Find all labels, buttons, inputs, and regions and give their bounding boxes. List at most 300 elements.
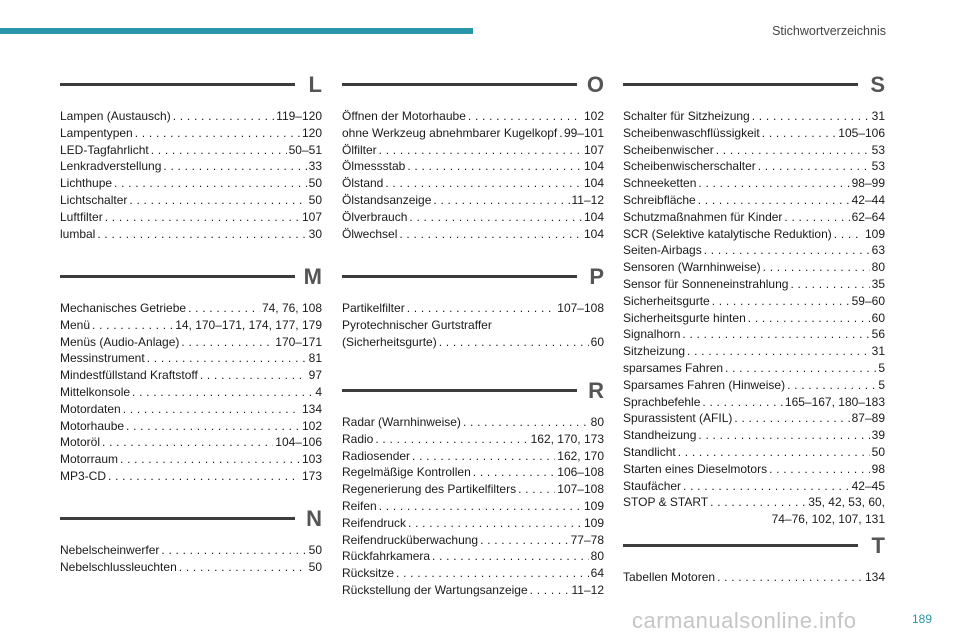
dot-leader	[463, 414, 589, 431]
dot-leader	[763, 259, 870, 276]
entry-term: Schalter für Sitzheizung	[623, 109, 750, 123]
entry-term: Regelmäßige Kontrollen	[342, 465, 471, 480]
section-rule	[623, 83, 858, 86]
index-entry[interactable]	[623, 175, 885, 192]
index-entry[interactable]	[60, 401, 322, 418]
dot-leader	[769, 461, 870, 478]
index-entry[interactable]	[623, 142, 885, 159]
entry-term: LED-Tagfahrlicht	[60, 142, 149, 157]
dot-leader	[698, 175, 849, 192]
section-letter: L	[308, 72, 322, 97]
section-header	[342, 378, 604, 414]
entry-term: Lampen (Austausch)	[60, 109, 171, 123]
section-letter: N	[306, 506, 322, 531]
dot-leader	[114, 175, 307, 192]
entry-term: Scheibenwischerschalter	[623, 159, 756, 174]
entry-term: Spurassistent (AFIL)	[623, 411, 733, 426]
dot-leader	[518, 481, 555, 498]
entry-term: Sitzheizung	[623, 344, 686, 359]
section-letter: M	[303, 264, 322, 289]
entry-pages: 107–108	[557, 301, 604, 315]
index-entry[interactable]	[623, 108, 885, 125]
section-header	[60, 264, 322, 300]
dot-leader	[147, 350, 307, 367]
section-header	[60, 506, 322, 542]
entry-term: Radar (Warnhinweise)	[342, 415, 461, 429]
entry-pages: 35	[871, 276, 885, 291]
section-rule	[60, 517, 295, 520]
entry-term: Sicherheitsgurte hinten	[623, 310, 746, 325]
dot-leader	[432, 548, 589, 565]
entry-term: Reifendrucküberwachung	[342, 532, 479, 547]
entry-term: Ölmessstab	[342, 159, 406, 174]
index-entry[interactable]	[60, 158, 322, 175]
index-entry[interactable]	[342, 300, 604, 317]
dot-leader	[748, 310, 870, 327]
entry-term: (Sicherheitsgurte)	[342, 334, 437, 349]
index-entry[interactable]	[342, 108, 604, 125]
entry-term: Messinstrument	[60, 351, 145, 366]
dot-leader	[409, 209, 582, 226]
index-entry[interactable]	[342, 498, 604, 515]
entry-term: Sparsames Fahren (Hinweise)	[623, 377, 786, 392]
index-section-n	[60, 506, 322, 576]
entry-pages: 31	[871, 344, 885, 359]
index-entry[interactable]	[60, 300, 322, 317]
entry-pages: 109	[583, 498, 604, 513]
entry-term: Nebelschlussleuchten	[60, 559, 177, 574]
entry-pages: 35, 42, 53, 60,	[808, 495, 885, 510]
index-entry[interactable]	[342, 431, 604, 448]
entry-term: Mechanisches Getriebe	[60, 301, 187, 315]
entry-term: Tabellen Motoren	[623, 570, 716, 584]
entry-term: Reifen	[342, 498, 377, 513]
entry-term: ohne Werkzeug abnehmbarer Kugelkopf	[342, 125, 558, 140]
entry-pages: 119–120	[276, 109, 322, 123]
dot-leader	[385, 175, 582, 192]
entry-term: Rückstellung der Wartungsanzeige	[342, 582, 528, 597]
entry-term: Rücksitze	[342, 566, 395, 581]
dot-leader	[105, 209, 300, 226]
entry-pages: 107	[301, 209, 322, 224]
index-entry[interactable]	[60, 451, 322, 468]
entry-term: lumbal	[60, 226, 96, 241]
index-entry[interactable]	[60, 367, 322, 384]
entry-term: Ölstandsanzeige	[342, 192, 432, 207]
entry-term: Ölfilter	[342, 142, 377, 157]
index-entry[interactable]	[60, 418, 322, 435]
entry-term: Lenkradverstellung	[60, 159, 162, 174]
index-entry[interactable]	[623, 427, 885, 444]
header-title: Stichwortverzeichnis	[772, 24, 886, 38]
dot-leader	[704, 242, 870, 259]
dot-leader	[559, 125, 562, 142]
entry-term: Scheibenwischer	[623, 142, 714, 157]
entry-term: Ölstand	[342, 176, 384, 191]
index-entry[interactable]	[60, 142, 322, 159]
index-entry[interactable]	[342, 125, 604, 142]
entry-pages: 102	[301, 418, 322, 433]
entry-pages: 53	[871, 159, 885, 174]
index-entry[interactable]	[623, 478, 885, 495]
dot-leader	[161, 542, 306, 559]
dot-leader	[682, 326, 869, 343]
index-entry[interactable]	[60, 175, 322, 192]
index-entry[interactable]	[623, 209, 885, 226]
dot-leader	[126, 418, 300, 435]
dot-leader	[530, 582, 570, 599]
entry-pages: 11–12	[571, 192, 604, 207]
entry-term: Schreibfläche	[623, 192, 696, 207]
section-letter: R	[588, 378, 604, 403]
dot-leader	[173, 108, 274, 125]
dot-leader	[200, 367, 307, 384]
index-entry[interactable]	[623, 343, 885, 360]
entry-term: Motorraum	[60, 452, 119, 467]
entry-term: Signalhorn	[623, 327, 681, 342]
entry-term: MP3-CD	[60, 468, 107, 483]
entry-term: Öffnen der Motorhaube	[342, 109, 466, 123]
entry-pages: 80	[590, 415, 604, 429]
entry-pages: 104–106	[275, 435, 322, 450]
entry-pages: 104	[583, 159, 604, 174]
dot-leader	[734, 410, 849, 427]
entry-pages: 105–106	[838, 125, 885, 140]
entry-pages: 162, 170, 173	[530, 431, 604, 446]
dot-leader	[480, 532, 569, 549]
index-entry[interactable]	[342, 158, 604, 175]
section-header	[342, 72, 604, 108]
entry-pages: 60	[871, 310, 885, 325]
index-entry[interactable]	[623, 326, 885, 343]
entry-term: Sensoren (Warnhinweise)	[623, 260, 761, 275]
entry-term: Standheizung	[623, 428, 697, 443]
dot-leader	[399, 226, 582, 243]
dot-leader	[120, 451, 300, 468]
entry-pages: 62–64	[851, 209, 885, 224]
dot-leader	[129, 192, 306, 209]
entry-pages: 102	[583, 109, 604, 123]
entry-pages: 63	[871, 243, 885, 258]
entry-term: Nebelscheinwerfer	[60, 543, 160, 557]
entry-term: Ölverbrauch	[342, 209, 408, 224]
index-section-m	[60, 264, 322, 485]
index-entry[interactable]	[60, 350, 322, 367]
entry-term: Sensor für Sonneneinstrahlung	[623, 276, 789, 291]
dot-leader	[758, 158, 870, 175]
index-entry[interactable]	[623, 242, 885, 259]
dot-leader	[468, 108, 582, 125]
dot-leader	[408, 515, 582, 532]
entry-term: Motorhaube	[60, 418, 125, 433]
section-rule	[60, 83, 295, 86]
index-entry[interactable]	[342, 515, 604, 532]
dot-leader	[97, 226, 306, 243]
entry-pages: 74, 76, 108	[261, 301, 322, 315]
dot-leader	[710, 494, 806, 511]
index-entry[interactable]	[623, 511, 885, 528]
entry-term: Seiten-Airbags	[623, 243, 702, 258]
index-entry[interactable]	[623, 293, 885, 310]
entry-term: Motordaten	[60, 401, 121, 416]
dot-leader	[687, 343, 870, 360]
entry-pages: 81	[308, 351, 322, 366]
dot-leader	[163, 158, 306, 175]
dot-leader	[439, 334, 589, 351]
dot-leader	[92, 317, 173, 334]
dot-leader	[683, 478, 850, 495]
entry-pages: 109	[864, 226, 885, 241]
entry-pages: 107	[583, 142, 604, 157]
section-header	[623, 72, 885, 108]
entry-pages: 31	[871, 109, 885, 123]
index-entry[interactable]	[623, 377, 885, 394]
index-entry[interactable]	[623, 125, 885, 142]
dot-leader	[725, 360, 876, 377]
index-entry[interactable]	[60, 434, 322, 451]
index-entry[interactable]	[60, 559, 322, 576]
index-entry[interactable]	[60, 317, 322, 334]
index-entry[interactable]	[342, 334, 604, 351]
index-entry[interactable]	[342, 192, 604, 209]
entry-pages: 74–76, 102, 107, 131	[771, 512, 885, 527]
entry-pages: 60	[590, 334, 604, 349]
entry-pages: 59–60	[851, 293, 885, 308]
dot-leader	[108, 468, 300, 485]
index-entry[interactable]	[623, 569, 885, 586]
entry-pages: 104	[583, 226, 604, 241]
entry-pages: 50	[308, 176, 322, 191]
entry-term: Ölwechsel	[342, 226, 398, 241]
index-entry[interactable]	[342, 414, 604, 431]
index-entry[interactable]	[60, 108, 322, 125]
index-entry[interactable]	[623, 158, 885, 175]
section-letter: T	[871, 533, 885, 558]
entry-pages: 4	[315, 384, 322, 399]
entry-pages: 14, 170–171, 174, 177, 179	[175, 317, 322, 332]
entry-term: STOP & START	[623, 495, 709, 510]
dot-leader	[473, 464, 556, 481]
section-header	[623, 533, 885, 569]
dot-leader	[181, 334, 273, 351]
entry-pages: 42–45	[851, 478, 885, 493]
entry-pages: 42–44	[851, 192, 885, 207]
entry-term: Pyrotechnischer Gurtstraffer	[342, 317, 492, 332]
entry-term: Staufächer	[623, 478, 682, 493]
index-entry[interactable]	[342, 448, 604, 465]
section-letter: S	[870, 72, 885, 97]
top-accent-bar	[0, 28, 473, 34]
entry-term: Lichthupe	[60, 176, 113, 191]
entry-pages: 120	[301, 125, 322, 140]
entry-term: Starten eines Dieselmotors	[623, 461, 768, 476]
index-entry[interactable]	[623, 461, 885, 478]
entry-term: Mindestfüllstand Kraftstoff	[60, 368, 198, 383]
entry-pages: 50	[308, 543, 322, 557]
dot-leader	[396, 565, 589, 582]
index-entry[interactable]	[623, 226, 885, 243]
dot-leader	[379, 498, 582, 515]
dot-leader	[407, 300, 556, 317]
section-rule	[623, 544, 858, 547]
entry-pages: 104	[583, 176, 604, 191]
entry-pages: 33	[308, 159, 322, 174]
entry-pages: 97	[308, 368, 322, 383]
entry-pages: 134	[864, 570, 885, 584]
entry-pages: 5	[878, 377, 885, 392]
entry-term: sparsames Fahren	[623, 360, 724, 375]
index-entry[interactable]	[623, 410, 885, 427]
entry-term: Schutzmaßnahmen für Kinder	[623, 209, 783, 224]
entry-term: Scheibenwaschflüssigkeit	[623, 125, 760, 140]
index-entry[interactable]	[60, 468, 322, 485]
section-rule	[342, 83, 577, 86]
index-entry[interactable]	[342, 548, 604, 565]
index-entry[interactable]	[60, 384, 322, 401]
entry-term: Partikelfilter	[342, 301, 405, 315]
dot-leader	[412, 448, 555, 465]
entry-term: Rückfahrkamera	[342, 549, 431, 564]
dot-leader	[702, 394, 783, 411]
index-entry[interactable]	[623, 494, 885, 511]
dot-leader	[151, 142, 287, 159]
index-entry[interactable]	[342, 464, 604, 481]
dot-leader	[790, 276, 869, 293]
index-entry[interactable]	[342, 532, 604, 549]
entry-pages: 50–51	[288, 142, 322, 157]
entry-pages: 87–89	[851, 411, 885, 426]
entry-pages: 103	[301, 452, 322, 467]
entry-term: Lampentypen	[60, 125, 133, 140]
index-section-l	[60, 72, 322, 242]
index-entry[interactable]	[60, 125, 322, 142]
entry-pages: 64	[590, 566, 604, 581]
entry-pages: 80	[590, 549, 604, 564]
entry-pages: 99–101	[563, 125, 604, 140]
index-entry[interactable]	[623, 310, 885, 327]
entry-pages: 104	[583, 209, 604, 224]
index-section-o	[342, 72, 604, 242]
index-entry[interactable]	[60, 542, 322, 559]
dot-leader	[716, 142, 870, 159]
entry-term: Radio	[342, 431, 374, 446]
dot-leader	[188, 300, 260, 317]
entry-pages: 56	[871, 327, 885, 342]
index-entry[interactable]	[342, 317, 604, 334]
index-entry[interactable]	[623, 259, 885, 276]
entry-term: Menüs (Audio-Anlage)	[60, 334, 180, 349]
entry-pages: 77–78	[570, 532, 604, 547]
index-entry[interactable]	[342, 142, 604, 159]
index-entry[interactable]	[60, 226, 322, 243]
entry-term: Mittelkonsole	[60, 384, 131, 399]
dot-leader	[752, 108, 870, 125]
entry-term: Sprachbefehle	[623, 394, 701, 409]
index-entry[interactable]	[623, 192, 885, 209]
entry-pages: 109	[583, 515, 604, 530]
index-section-r	[342, 378, 604, 599]
dot-leader	[834, 226, 863, 243]
index-entry[interactable]	[60, 209, 322, 226]
entry-pages: 50	[308, 192, 322, 207]
index-entry[interactable]	[342, 209, 604, 226]
dot-leader	[698, 427, 869, 444]
section-rule	[342, 389, 577, 392]
entry-term: SCR (Selektive katalytische Reduktion)	[623, 226, 832, 241]
entry-term: Luftfilter	[60, 209, 103, 224]
entry-pages: 98–99	[851, 176, 885, 191]
index-entry[interactable]	[60, 192, 322, 209]
watermark: carmanualsonline.info	[632, 608, 857, 633]
entry-term: Standlicht	[623, 444, 676, 459]
index-section-t	[623, 533, 885, 586]
entry-pages: 107–108	[557, 482, 604, 497]
dot-leader	[678, 444, 870, 461]
index-entry[interactable]	[342, 226, 604, 243]
dot-leader	[698, 192, 850, 209]
entry-term: Motoröl	[60, 435, 101, 450]
entry-term: Menü	[60, 317, 91, 332]
section-letter: P	[589, 264, 604, 289]
entry-pages: 170–171	[275, 334, 322, 349]
index-entry[interactable]	[623, 444, 885, 461]
entry-pages: 30	[308, 226, 322, 241]
dot-leader	[787, 377, 876, 394]
section-rule	[60, 275, 295, 278]
entry-pages: 106–108	[557, 465, 604, 480]
index-entry[interactable]	[342, 565, 604, 582]
entry-term: Lichtschalter	[60, 192, 128, 207]
dot-leader	[712, 293, 850, 310]
entry-pages: 50	[308, 559, 322, 574]
section-rule	[342, 275, 577, 278]
dot-leader	[179, 559, 307, 576]
section-letter: O	[586, 72, 604, 97]
entry-pages: 134	[301, 401, 322, 416]
dot-leader	[379, 142, 582, 159]
dot-leader	[132, 384, 313, 401]
dot-leader	[717, 569, 863, 586]
index-entry[interactable]	[623, 394, 885, 411]
index-entry[interactable]	[623, 360, 885, 377]
dot-leader	[375, 431, 528, 448]
index-entry[interactable]	[342, 582, 604, 599]
section-header	[342, 264, 604, 300]
index-entry[interactable]	[342, 481, 604, 498]
entry-pages: 80	[871, 260, 885, 275]
dot-leader	[407, 158, 582, 175]
entry-pages: 165–167, 180–183	[784, 394, 885, 409]
entry-term: Radiosender	[342, 448, 411, 463]
section-header	[60, 72, 322, 108]
entry-pages: 5	[878, 360, 885, 375]
entry-pages: 39	[871, 428, 885, 443]
index-section-s	[623, 72, 885, 528]
index-entry[interactable]	[623, 276, 885, 293]
index-entry[interactable]	[342, 175, 604, 192]
index-entry[interactable]	[60, 334, 322, 351]
dot-leader	[784, 209, 849, 226]
page-number: 189	[911, 612, 932, 626]
entry-pages: 162, 170	[557, 448, 604, 463]
dot-leader	[135, 125, 300, 142]
entry-pages: 173	[301, 468, 322, 483]
dot-leader	[123, 401, 300, 418]
dot-leader	[433, 192, 569, 209]
entry-pages: 53	[871, 142, 885, 157]
entry-term: Sicherheitsgurte	[623, 293, 710, 308]
entry-term: Reifendruck	[342, 515, 407, 530]
